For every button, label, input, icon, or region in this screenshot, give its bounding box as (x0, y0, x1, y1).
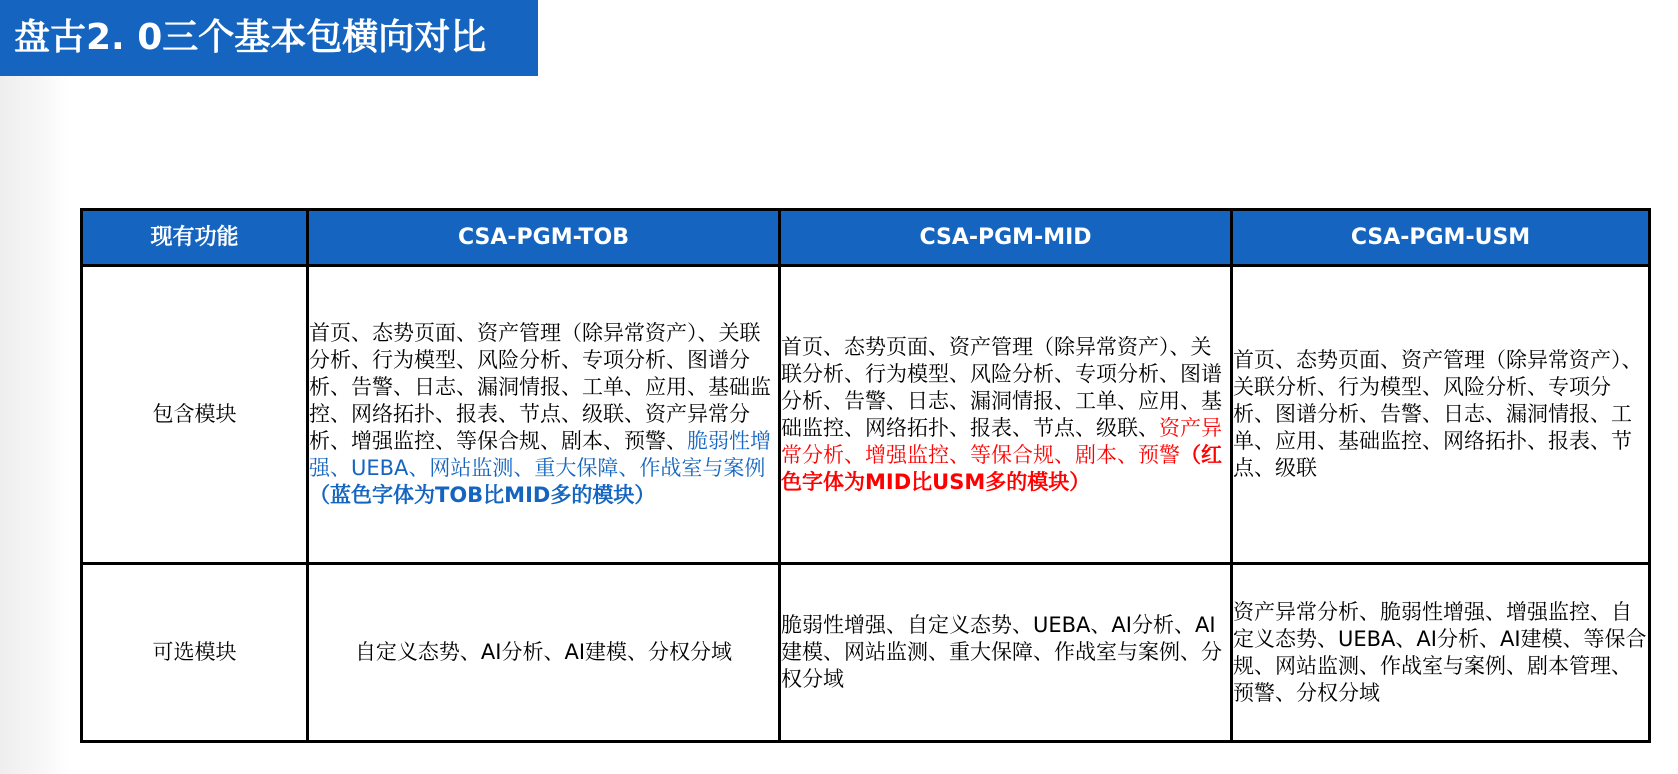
comparison-table (80, 208, 1651, 743)
header-tob: CSA-PGM-TOB (308, 210, 780, 266)
header-usm: CSA-PGM-USM (1232, 210, 1650, 266)
tob-included-common: 首页、态势页面、资产管理（除异常资产）、关联分析、行为模型、风险分析、专项分析、图谱分析、告警、日志、漏洞情报、工单、应用、基础监控、网络拓扑、报表、节点、级联、资产异常分析、增强监控、等保合规、剧本、预警、 (309, 321, 771, 453)
row-label-included: 包含模块 (82, 266, 308, 564)
row-label-optional: 可选模块 (82, 564, 308, 742)
table-row-included-modules (82, 266, 1650, 564)
table-header-row (82, 210, 1650, 266)
cell-usm-included (1232, 266, 1650, 564)
tob-included-note: （蓝色字体为TOB比MID多的模块） (309, 483, 656, 507)
mid-included-common: 首页、态势页面、资产管理（除异常资产）、关联分析、行为模型、风险分析、专项分析、图谱分析、告警、日志、漏洞情报、工单、应用、基础监控、网络拓扑、报表、节点、级联、 (781, 334, 1222, 440)
tob-included-extra: 脆弱性增强、UEBA、网站监测、重大保障、作战室与案例 (309, 429, 771, 480)
mid-included-extra: 资产异常分析、增强监控、等保合规、剧本、预警 (781, 415, 1222, 467)
cell-mid-optional: 脆弱性增强、自定义态势、UEBA、AI分析、AI建模、网站监测、重大保障、作战室与案例、分权分域 (780, 564, 1232, 742)
page-background-shade (0, 0, 70, 774)
page-title: 盘古2. 0三个基本包横向对比 (0, 0, 538, 76)
cell-usm-optional: 资产异常分析、脆弱性增强、增强监控、自定义态势、UEBA、AI分析、AI建模、等保合规、网站监测、作战室与案例、剧本管理、预警、分权分域 (1232, 564, 1650, 742)
cell-tob-included (308, 266, 780, 564)
header-mid: CSA-PGM-MID (780, 210, 1232, 266)
cell-mid-included (780, 266, 1232, 564)
usm-included-common: 首页、态势页面、资产管理（除异常资产）、关联分析、行为模型、风险分析、专项分析、图谱分析、告警、日志、漏洞情报、工单、应用、基础监控、网络拓扑、报表、节点、级联 (1233, 348, 1643, 480)
cell-tob-optional: 自定义态势、AI分析、AI建模、分权分域 (308, 564, 780, 742)
table-row-optional-modules (82, 564, 1650, 742)
mid-included-note: （红色字体为MID比USM多的模块） (781, 442, 1222, 494)
header-existing-features: 现有功能 (82, 210, 308, 266)
